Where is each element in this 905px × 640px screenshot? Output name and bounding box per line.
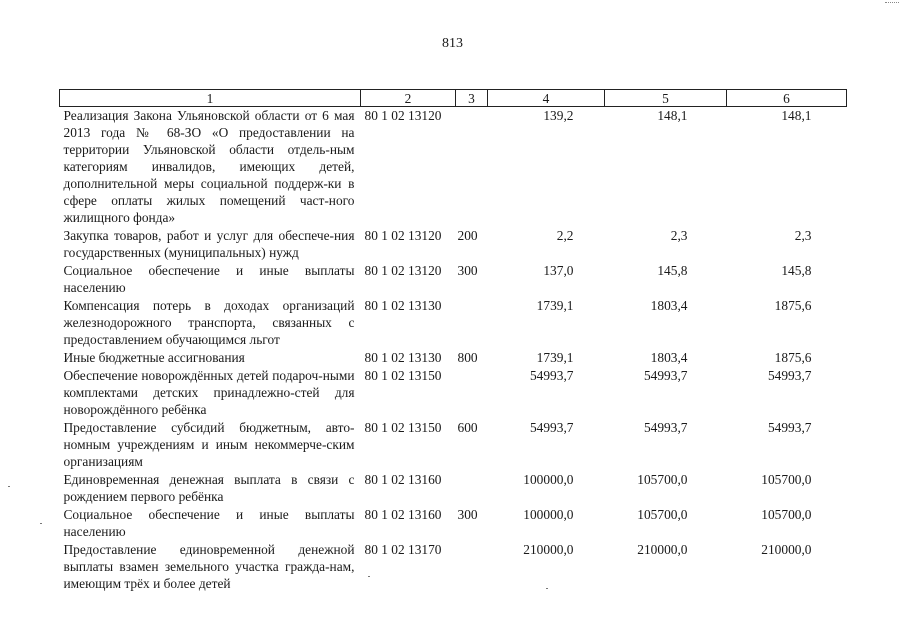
row-code-cell: 80 1 02 13160 — [364, 472, 442, 487]
row-expense-type-cell — [456, 541, 488, 593]
row-code-cell: 80 1 02 13150 — [364, 368, 442, 383]
row-name-cell: Обеспечение новорождённых детей подароч-ными комплектами детских принадлежно-стей для новорождённого ребёнка — [63, 368, 355, 417]
row-name-cell: Единовременная денежная выплата в связи с рождением первого ребёнка — [63, 472, 355, 504]
row-value-col5-cell: 105700,0 — [637, 507, 688, 522]
row-value-col5-cell: 105700,0 — [637, 472, 688, 487]
row-value-col4-cell: 2,2 — [556, 228, 574, 243]
table-row — [60, 471, 847, 506]
row-code-cell: 80 1 02 13150 — [364, 420, 442, 435]
table-row — [60, 107, 847, 228]
row-expense-type-cell — [456, 471, 488, 506]
row-name-cell: Предоставление единовременной денежной выплаты взамен земельного участка гражда-нам, имеющим трёх и более детей — [63, 542, 355, 591]
row-value-col5-cell: 2,3 — [670, 228, 688, 243]
scan-speck — [546, 588, 548, 589]
table-row — [60, 262, 847, 297]
row-value-col6-cell: 145,8 — [781, 263, 812, 278]
table-row — [60, 227, 847, 262]
row-code-cell: 80 1 02 13130 — [364, 350, 442, 365]
table-row — [60, 297, 847, 349]
row-code-cell: 80 1 02 13130 — [364, 298, 442, 313]
row-expense-type-cell: 600 — [457, 420, 478, 435]
row-code-cell: 80 1 02 13120 — [364, 228, 442, 243]
row-value-col6-cell: 105700,0 — [761, 472, 812, 487]
row-name-cell: Закупка товаров, работ и услуг для обеспече-ния государственных (муниципальных) нужд — [63, 228, 355, 260]
row-value-col4-cell: 1739,1 — [536, 298, 574, 313]
column-header-2: 2 — [361, 90, 456, 107]
column-header-3: 3 — [456, 90, 488, 107]
row-expense-type-cell — [456, 297, 488, 349]
row-value-col6-cell: 210000,0 — [761, 542, 812, 557]
row-expense-type-cell: 300 — [457, 507, 478, 522]
row-expense-type-cell: 200 — [457, 228, 478, 243]
row-value-col6-cell: 105700,0 — [761, 507, 812, 522]
row-expense-type-cell: 300 — [457, 263, 478, 278]
row-value-col5-cell: 1803,4 — [650, 298, 688, 313]
row-value-col6-cell: 2,3 — [794, 228, 812, 243]
row-name-cell: Компенсация потерь в доходах организаций железнодорожного транспорта, связанных с предоставлением обучающимся льгот — [63, 298, 355, 347]
column-header-4: 4 — [488, 90, 605, 107]
page-number: 813 — [442, 36, 463, 51]
row-value-col6-cell: 1875,6 — [774, 350, 812, 365]
row-value-col5-cell: 54993,7 — [643, 420, 688, 435]
row-value-col6-cell: 54993,7 — [767, 368, 812, 383]
row-value-col4-cell: 210000,0 — [523, 542, 574, 557]
table-row — [60, 541, 847, 593]
column-header-5: 5 — [605, 90, 727, 107]
row-value-col4-cell: 139,2 — [543, 108, 574, 123]
table-row — [60, 367, 847, 419]
row-value-col4-cell: 100000,0 — [523, 507, 574, 522]
row-name-cell: Предоставление субсидий бюджетным, авто-номным учреждениям и иным некоммерче-ским организациям — [63, 420, 355, 469]
row-expense-type-cell — [456, 367, 488, 419]
row-value-col6-cell: 148,1 — [781, 108, 812, 123]
row-expense-type-cell — [456, 107, 488, 228]
row-value-col6-cell: 54993,7 — [767, 420, 812, 435]
table-row — [60, 349, 847, 367]
scan-speck — [40, 523, 42, 524]
table-header-row — [60, 90, 847, 107]
budget-table — [59, 89, 847, 593]
row-value-col4-cell: 100000,0 — [523, 472, 574, 487]
row-code-cell: 80 1 02 13170 — [364, 542, 442, 557]
row-name-cell: Социальное обеспечение и иные выплаты населению — [63, 507, 355, 539]
scan-speck — [8, 486, 10, 487]
scan-speck — [368, 576, 370, 577]
row-expense-type-cell: 800 — [457, 350, 478, 365]
row-value-col6-cell: 1875,6 — [774, 298, 812, 313]
row-value-col5-cell: 54993,7 — [643, 368, 688, 383]
table-row — [60, 506, 847, 541]
row-value-col4-cell: 54993,7 — [529, 368, 574, 383]
row-name-cell: Иные бюджетные ассигнования — [63, 350, 245, 365]
row-code-cell: 80 1 02 13160 — [364, 507, 442, 522]
row-code-cell: 80 1 02 13120 — [364, 263, 442, 278]
row-code-cell: 80 1 02 13120 — [364, 108, 442, 123]
column-header-1: 1 — [60, 90, 361, 107]
table-body — [60, 107, 847, 594]
row-value-col5-cell: 1803,4 — [650, 350, 688, 365]
row-value-col4-cell: 137,0 — [543, 263, 574, 278]
row-name-cell: Реализация Закона Ульяновской области от 6 мая 2013 года № 68-ЗО «О предоставлении на территории Ульяновской области отдель-ным категориям инвалидов, имеющих детей, дополнительной меры социальной поддерж-ки в сфере оплаты жилых помещений част-ного жилищного фонда» — [63, 108, 355, 225]
row-value-col5-cell: 145,8 — [657, 263, 688, 278]
table-row — [60, 419, 847, 471]
row-value-col5-cell: 148,1 — [657, 108, 688, 123]
row-value-col4-cell: 54993,7 — [529, 420, 574, 435]
row-value-col4-cell: 1739,1 — [536, 350, 574, 365]
row-name-cell: Социальное обеспечение и иные выплаты населению — [63, 263, 355, 295]
column-header-6: 6 — [727, 90, 847, 107]
scan-corner-mark — [885, 2, 899, 11]
row-value-col5-cell: 210000,0 — [637, 542, 688, 557]
